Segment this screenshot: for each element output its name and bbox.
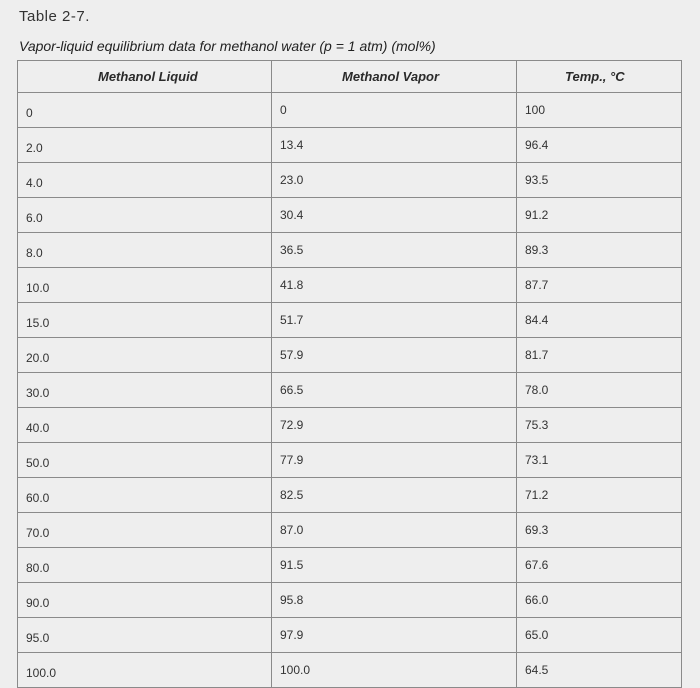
cell-methanol-liquid: 50.0	[18, 443, 272, 478]
cell-temperature: 65.0	[517, 618, 682, 653]
cell-temperature: 93.5	[517, 163, 682, 198]
table-row	[18, 653, 682, 688]
table-row	[18, 303, 682, 338]
table-title: Vapor-liquid equilibrium data for methanol water (p = 1 atm) (mol%)	[19, 38, 436, 54]
cell-methanol-liquid: 70.0	[18, 513, 272, 548]
cell-temperature: 84.4	[517, 303, 682, 338]
cell-methanol-vapor: 13.4	[272, 128, 517, 163]
table-row	[18, 513, 682, 548]
table-row	[18, 373, 682, 408]
table-row	[18, 478, 682, 513]
cell-methanol-vapor: 57.9	[272, 338, 517, 373]
cell-temperature: 78.0	[517, 373, 682, 408]
cell-methanol-vapor: 91.5	[272, 548, 517, 583]
table-row	[18, 93, 682, 128]
table-row	[18, 583, 682, 618]
cell-methanol-vapor: 87.0	[272, 513, 517, 548]
cell-methanol-liquid: 20.0	[18, 338, 272, 373]
cell-temperature: 87.7	[517, 268, 682, 303]
cell-temperature: 96.4	[517, 128, 682, 163]
cell-methanol-vapor: 30.4	[272, 198, 517, 233]
cell-temperature: 81.7	[517, 338, 682, 373]
table-number: Table 2-7.	[19, 8, 90, 25]
cell-methanol-liquid: 15.0	[18, 303, 272, 338]
cell-methanol-vapor: 82.5	[272, 478, 517, 513]
vle-table-container	[17, 60, 681, 688]
cell-temperature: 66.0	[517, 583, 682, 618]
cell-temperature: 89.3	[517, 233, 682, 268]
column-header-methanol-vapor: Methanol Vapor	[272, 61, 517, 93]
cell-methanol-vapor: 0	[272, 93, 517, 128]
cell-methanol-vapor: 100.0	[272, 653, 517, 688]
cell-methanol-liquid: 90.0	[18, 583, 272, 618]
cell-methanol-liquid: 10.0	[18, 268, 272, 303]
cell-methanol-liquid: 40.0	[18, 408, 272, 443]
cell-methanol-liquid: 8.0	[18, 233, 272, 268]
cell-methanol-vapor: 72.9	[272, 408, 517, 443]
table-row	[18, 128, 682, 163]
cell-methanol-vapor: 77.9	[272, 443, 517, 478]
cell-temperature: 75.3	[517, 408, 682, 443]
column-header-temperature: Temp., °C	[517, 61, 682, 93]
table-row	[18, 338, 682, 373]
cell-temperature: 71.2	[517, 478, 682, 513]
table-row	[18, 268, 682, 303]
cell-methanol-vapor: 23.0	[272, 163, 517, 198]
cell-temperature: 73.1	[517, 443, 682, 478]
table-header-row	[18, 61, 682, 93]
cell-methanol-vapor: 51.7	[272, 303, 517, 338]
cell-methanol-liquid: 0	[18, 93, 272, 128]
column-header-methanol-liquid: Methanol Liquid	[18, 61, 272, 93]
cell-methanol-vapor: 97.9	[272, 618, 517, 653]
cell-methanol-vapor: 66.5	[272, 373, 517, 408]
table-row	[18, 443, 682, 478]
cell-methanol-liquid: 4.0	[18, 163, 272, 198]
table-row	[18, 198, 682, 233]
table-row	[18, 548, 682, 583]
cell-methanol-vapor: 95.8	[272, 583, 517, 618]
cell-methanol-vapor: 36.5	[272, 233, 517, 268]
cell-methanol-liquid: 30.0	[18, 373, 272, 408]
table-row	[18, 618, 682, 653]
cell-methanol-liquid: 60.0	[18, 478, 272, 513]
cell-temperature: 100	[517, 93, 682, 128]
vle-data-table	[17, 60, 682, 688]
cell-methanol-liquid: 6.0	[18, 198, 272, 233]
cell-temperature: 69.3	[517, 513, 682, 548]
cell-temperature: 67.6	[517, 548, 682, 583]
cell-methanol-liquid: 100.0	[18, 653, 272, 688]
cell-methanol-vapor: 41.8	[272, 268, 517, 303]
cell-temperature: 91.2	[517, 198, 682, 233]
table-row	[18, 408, 682, 443]
cell-methanol-liquid: 80.0	[18, 548, 272, 583]
cell-temperature: 64.5	[517, 653, 682, 688]
cell-methanol-liquid: 2.0	[18, 128, 272, 163]
cell-methanol-liquid: 95.0	[18, 618, 272, 653]
table-row	[18, 163, 682, 198]
table-row	[18, 233, 682, 268]
